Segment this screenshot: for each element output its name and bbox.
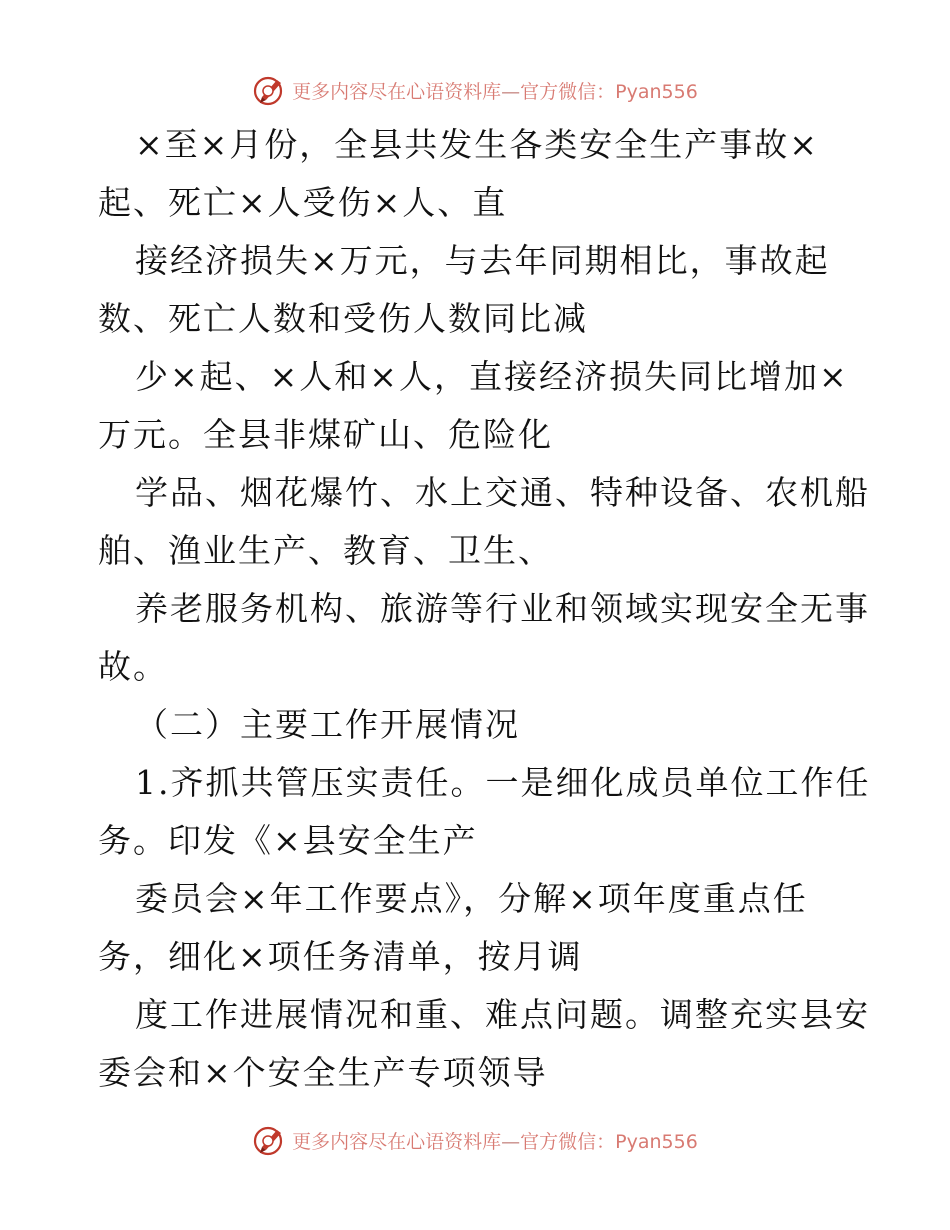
paragraph-line: ×至×月份，全县共发生各类安全生产事故×: [135, 125, 819, 164]
paragraph-line: 故。: [98, 647, 168, 686]
paragraph-line: 起、死亡×人受伤×人、直: [98, 183, 508, 222]
paragraph-line: 数、死亡人数和受伤人数同比减: [98, 299, 588, 338]
pen-logo-icon: [252, 1122, 288, 1158]
paragraph-line: 舶、渔业生产、教育、卫生、: [98, 531, 553, 570]
footer-watermark: [0, 1120, 950, 1160]
paragraph-line: 度工作进展情况和重、难点问题。调整充实县安: [135, 995, 870, 1034]
paragraph-line: 学品、烟花爆竹、水上交通、特种设备、农机船: [135, 473, 870, 512]
paragraph-line: 养老服务机构、旅游等行业和领域实现安全无事: [135, 589, 870, 628]
paragraph-line: 万元。全县非煤矿山、危险化: [98, 415, 553, 454]
paragraph-line: 务，细化×项任务清单，按月调: [98, 937, 583, 976]
paragraph-line: 务。印发《×县安全生产: [98, 821, 478, 860]
paragraph-line: 少×起、×人和×人，直接经济损失同比增加×: [135, 357, 849, 396]
paragraph-line: 接经济损失×万元，与去年同期相比，事故起: [135, 241, 830, 280]
watermark-text: 更多内容尽在心语资料库—官方微信：Pyan556: [292, 1130, 698, 1153]
section-heading: （二）主要工作开展情况: [135, 705, 520, 744]
paragraph-line: 委会和×个安全生产专项领导: [98, 1053, 548, 1092]
watermark-text: 更多内容尽在心语资料库—官方微信：Pyan556: [292, 80, 698, 103]
paragraph-line: 1.齐抓共管压实责任。一是细化成员单位工作任: [135, 763, 871, 802]
paragraph-line: 委员会×年工作要点》，分解×项年度重点任: [135, 879, 808, 918]
